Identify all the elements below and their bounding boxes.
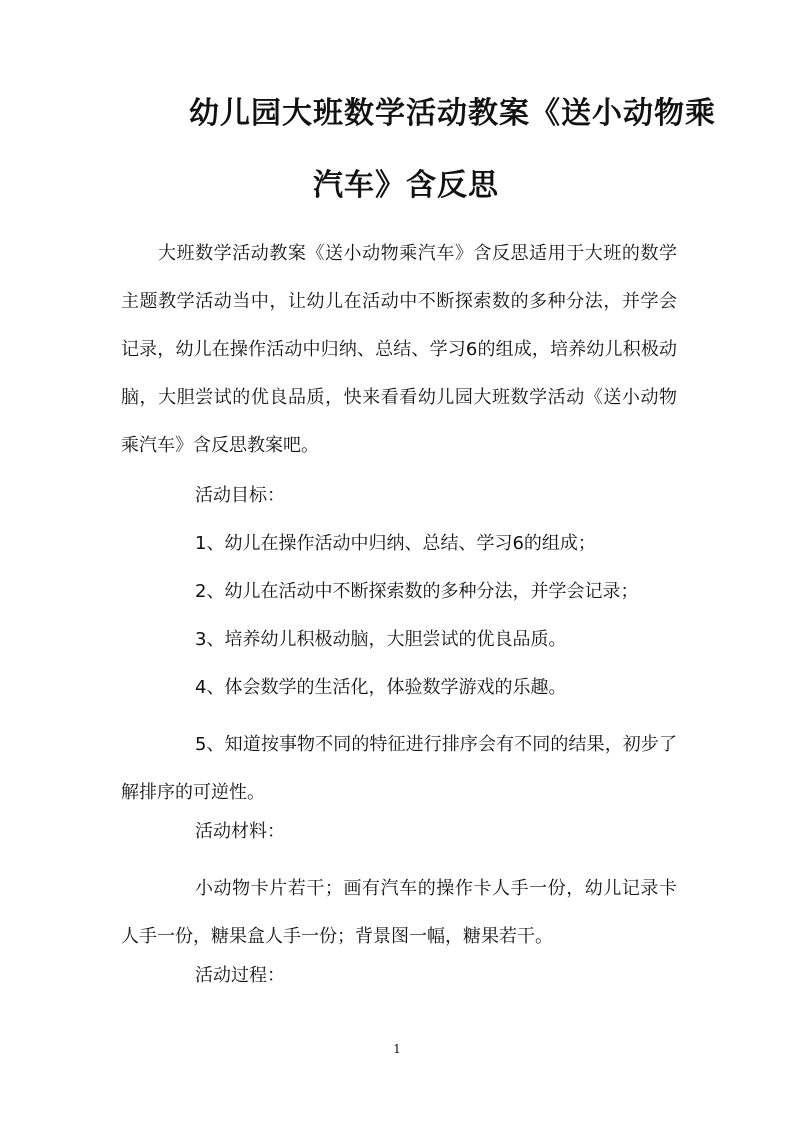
goal-item-5: 5、知道按事物不同的特征进行排序会有不同的结果，初步了解排序的可逆性。 <box>121 734 677 803</box>
goal-item-4: 4、体会数学的生活化，体验数学游戏的乐趣。 <box>195 677 567 698</box>
document-title-line-1: 幼儿园大班数学活动教案《送小动物乘 <box>189 96 716 131</box>
goal-item-3: 3、培养幼儿积极动脑，大胆尝试的优良品质。 <box>195 629 567 650</box>
materials-heading: 活动材料： <box>195 821 285 842</box>
goal-item-1: 1、幼儿在操作活动中归纳、总结、学习6的组成； <box>195 533 596 554</box>
goal-item-2: 2、幼儿在活动中不断探索数的多种分法，并学会记录； <box>195 581 639 602</box>
document-title-line-2: 汽车》含反思 <box>313 168 499 203</box>
materials-paragraph: 小动物卡片若干；画有汽车的操作卡人手一份，幼儿记录卡人手一份，糖果盒人手一份；背景图一幅，糖果若干。 <box>121 878 677 947</box>
process-heading: 活动过程： <box>195 965 285 986</box>
goals-heading: 活动目标： <box>195 485 285 506</box>
page-number: 1 <box>393 1042 401 1056</box>
intro-paragraph: 大班数学活动教案《送小动物乘汽车》含反思适用于大班的数学主题教学活动当中，让幼儿在活动中不断探索数的多种分法，并学会记录，幼儿在操作活动中归纳、总结、学习6的组成，培养幼儿积极动脑，大胆尝试的优良品质，快来看看幼儿园大班数学活动《送小动物乘汽车》含反思教案吧。 <box>121 243 677 456</box>
